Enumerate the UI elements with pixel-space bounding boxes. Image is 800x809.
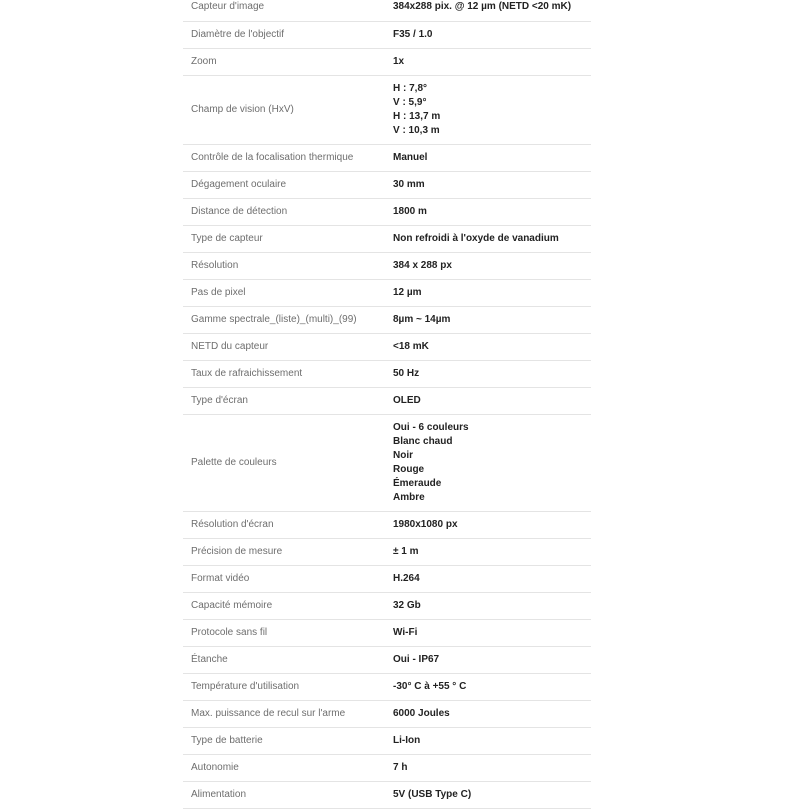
spec-row bbox=[183, 48, 591, 75]
spec-value-line: 6000 Joules bbox=[393, 707, 450, 719]
spec-value-line: Blanc chaud bbox=[393, 435, 453, 447]
spec-value-line: 384 x 288 px bbox=[393, 259, 452, 271]
spec-value bbox=[385, 306, 591, 333]
spec-value bbox=[385, 511, 591, 538]
spec-value-line: 5V (USB Type C) bbox=[393, 788, 472, 800]
spec-row bbox=[183, 225, 591, 252]
spec-value bbox=[385, 279, 591, 306]
spec-row bbox=[183, 387, 591, 414]
spec-value bbox=[385, 252, 591, 279]
spec-value-line: F35 / 1.0 bbox=[393, 28, 433, 40]
spec-value-line: 8µm ~ 14µm bbox=[393, 313, 451, 325]
spec-label: Type de batterie bbox=[183, 727, 385, 754]
spec-value bbox=[385, 754, 591, 781]
spec-row bbox=[183, 592, 591, 619]
spec-label: Température d'utilisation bbox=[183, 673, 385, 700]
spec-row bbox=[183, 538, 591, 565]
spec-label: Type d'écran bbox=[183, 387, 385, 414]
spec-label: Protocole sans fil bbox=[183, 619, 385, 646]
spec-row bbox=[183, 414, 591, 511]
spec-value bbox=[385, 144, 591, 171]
spec-value bbox=[385, 414, 591, 511]
spec-value-line: 32 Gb bbox=[393, 599, 421, 611]
spec-row bbox=[183, 360, 591, 387]
spec-value bbox=[385, 619, 591, 646]
spec-label: Dégagement oculaire bbox=[183, 171, 385, 198]
spec-row bbox=[183, 754, 591, 781]
spec-row bbox=[183, 21, 591, 48]
spec-value-line: Non refroidi à l'oxyde de vanadium bbox=[393, 232, 559, 244]
spec-label: Résolution bbox=[183, 252, 385, 279]
spec-label: Résolution d'écran bbox=[183, 511, 385, 538]
spec-row bbox=[183, 619, 591, 646]
spec-row bbox=[183, 333, 591, 360]
spec-label: Diamètre de l'objectif bbox=[183, 21, 385, 48]
spec-value bbox=[385, 333, 591, 360]
spec-table-body bbox=[183, 0, 591, 808]
spec-value-line: 7 h bbox=[393, 761, 408, 773]
spec-value-line: Noir bbox=[393, 449, 413, 461]
spec-label: Précision de mesure bbox=[183, 538, 385, 565]
spec-label: Alimentation bbox=[183, 781, 385, 808]
spec-value-line: 384x288 pix. @ 12 µm (NETD <20 mK) bbox=[393, 1, 572, 13]
spec-value bbox=[385, 673, 591, 700]
spec-value-line: <18 mK bbox=[393, 340, 429, 352]
spec-value-line: Wi-Fi bbox=[393, 626, 418, 638]
spec-value bbox=[385, 781, 591, 808]
spec-value bbox=[385, 592, 591, 619]
spec-value-line: Manuel bbox=[393, 151, 428, 163]
spec-label: Capacité mémoire bbox=[183, 592, 385, 619]
spec-row bbox=[183, 252, 591, 279]
spec-value-line: H : 7,8° bbox=[393, 82, 428, 94]
spec-value-line: ± 1 m bbox=[393, 545, 419, 557]
spec-value-line: Oui - 6 couleurs bbox=[393, 421, 469, 433]
spec-value bbox=[385, 171, 591, 198]
spec-value-line: V : 10,3 m bbox=[393, 124, 440, 136]
spec-value bbox=[385, 48, 591, 75]
spec-value-line: 1800 m bbox=[393, 205, 427, 217]
spec-value bbox=[385, 225, 591, 252]
spec-label: Contrôle de la focalisation thermique bbox=[183, 144, 385, 171]
spec-value-line: H.264 bbox=[393, 572, 420, 584]
spec-value-line: H : 13,7 m bbox=[393, 110, 441, 122]
spec-value-line: V : 5,9° bbox=[393, 96, 427, 108]
spec-label: Zoom bbox=[183, 48, 385, 75]
spec-row bbox=[183, 0, 591, 21]
spec-value bbox=[385, 75, 591, 144]
spec-value-line: 1980x1080 px bbox=[393, 518, 458, 530]
spec-value bbox=[385, 700, 591, 727]
spec-row bbox=[183, 673, 591, 700]
spec-label: Champ de vision (HxV) bbox=[183, 75, 385, 144]
spec-value-line: Émeraude bbox=[393, 477, 442, 489]
spec-row bbox=[183, 646, 591, 673]
spec-row bbox=[183, 781, 591, 808]
spec-value bbox=[385, 198, 591, 225]
spec-row bbox=[183, 511, 591, 538]
spec-table bbox=[183, 0, 591, 809]
spec-label: Max. puissance de recul sur l'arme bbox=[183, 700, 385, 727]
spec-row bbox=[183, 171, 591, 198]
spec-value bbox=[385, 646, 591, 673]
spec-value-line: OLED bbox=[393, 394, 421, 406]
spec-label: Gamme spectrale_(liste)_(multi)_(99) bbox=[183, 306, 385, 333]
spec-value bbox=[385, 538, 591, 565]
spec-row bbox=[183, 144, 591, 171]
spec-value-line: Rouge bbox=[393, 463, 425, 475]
spec-value-line: Ambre bbox=[393, 491, 425, 503]
spec-row bbox=[183, 700, 591, 727]
spec-value bbox=[385, 360, 591, 387]
spec-label: Autonomie bbox=[183, 754, 385, 781]
spec-label: Pas de pixel bbox=[183, 279, 385, 306]
spec-row bbox=[183, 306, 591, 333]
spec-value bbox=[385, 387, 591, 414]
spec-value bbox=[385, 565, 591, 592]
spec-label: Étanche bbox=[183, 646, 385, 673]
spec-row bbox=[183, 727, 591, 754]
spec-label: Type de capteur bbox=[183, 225, 385, 252]
spec-value-line: 12 µm bbox=[393, 286, 422, 298]
spec-value-line: 30 mm bbox=[393, 178, 425, 190]
spec-value-line: Oui - IP67 bbox=[393, 653, 440, 665]
spec-value bbox=[385, 21, 591, 48]
spec-row bbox=[183, 279, 591, 306]
spec-value-line: -30° C à +55 ° C bbox=[393, 680, 467, 692]
spec-row bbox=[183, 198, 591, 225]
spec-label: NETD du capteur bbox=[183, 333, 385, 360]
spec-label: Palette de couleurs bbox=[183, 414, 385, 511]
spec-value-line: 50 Hz bbox=[393, 367, 420, 379]
spec-label: Taux de rafraichissement bbox=[183, 360, 385, 387]
spec-label: Capteur d'image bbox=[183, 0, 385, 21]
spec-value bbox=[385, 727, 591, 754]
spec-label: Distance de détection bbox=[183, 198, 385, 225]
spec-label: Format vidéo bbox=[183, 565, 385, 592]
spec-value bbox=[385, 0, 591, 21]
spec-value-line: Li-Ion bbox=[393, 734, 421, 746]
spec-row bbox=[183, 75, 591, 144]
spec-value-line: 1x bbox=[393, 55, 405, 67]
spec-row bbox=[183, 565, 591, 592]
